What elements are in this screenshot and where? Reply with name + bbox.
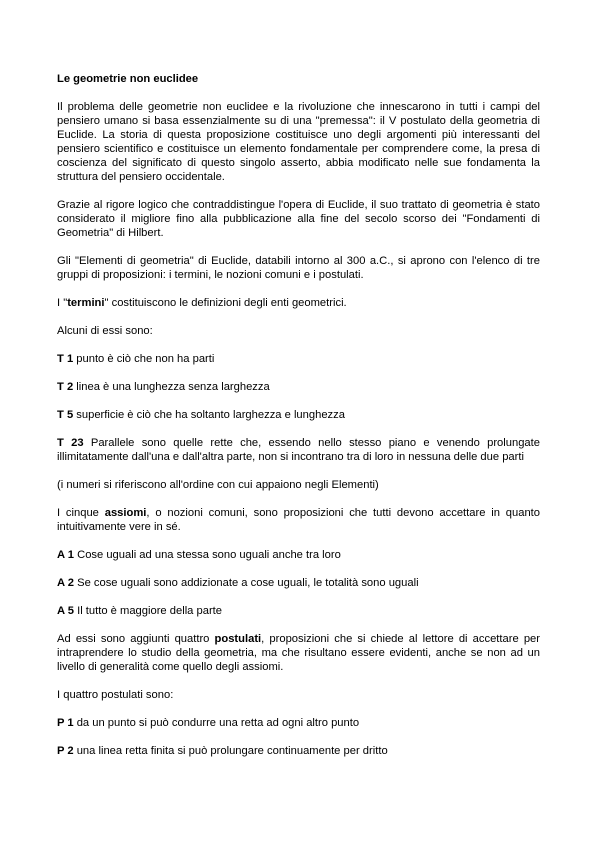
postulate-p1: P 1 da un punto si può condurre una retta ad ogni altro punto xyxy=(57,717,360,729)
document-title: Le geometrie non euclidee xyxy=(57,73,199,85)
postulati-bold: postulati xyxy=(214,633,262,645)
definition-t23: T 23 Parallele sono quelle rette che, essendo nello stesso piano e venendo prolungate illimitatamente dall'una e dall'altra parte, non si incontrano tra di loro in nessuna delle due parti xyxy=(57,437,540,463)
elements-paragraph: Gli "Elementi di geometria" di Euclide, databili intorno al 300 a.C., si aprono con l'elenco di tre gruppi di proposizioni: i termini, le nozioni comuni e i postulati. xyxy=(57,255,540,281)
axiom-a2: A 2 Se cose uguali sono addizionate a cose uguali, le totalità sono uguali xyxy=(57,577,419,589)
alcuni-paragraph: Alcuni di essi sono: xyxy=(57,325,153,337)
definition-t2: T 2 linea è una lunghezza senza larghezza xyxy=(57,381,270,393)
document-page xyxy=(57,72,540,772)
termini-paragraph: I "termini" costituiscono le definizioni degli enti geometrici. xyxy=(57,297,347,309)
postulate-p2: P 2 una linea retta finita si può prolungare continuamente per dritto xyxy=(57,745,388,757)
definition-t5: T 5 superficie è ciò che ha soltanto larghezza e lunghezza xyxy=(57,409,345,421)
numbering-note: (i numeri si riferiscono all'ordine con cui appaiono negli Elementi) xyxy=(57,479,379,491)
axiom-a1: A 1 Cose uguali ad una stessa sono uguali anche tra loro xyxy=(57,549,341,561)
quattro-postulati-paragraph: I quattro postulati sono: xyxy=(57,689,174,701)
termini-bold: termini xyxy=(67,297,105,309)
definition-t1: T 1 punto è ciò che non ha parti xyxy=(57,353,215,365)
euclid-paragraph: Grazie al rigore logico che contraddistingue l'opera di Euclide, il suo trattato di geometria è stato considerato il migliore fino alla pubblicazione alla fine del secolo scorso dei "Fondamenti di Geometria" di Hilbert. xyxy=(57,199,540,239)
assiomi-bold: assiomi xyxy=(104,507,147,519)
postulate-label: P 1 xyxy=(57,717,74,729)
definition-label: T 5 xyxy=(57,409,74,421)
assiomi-paragraph: I cinque assiomi, o nozioni comuni, sono proposizioni che tutti devono accettare in quanto intuitivamente vere in sé. xyxy=(57,507,541,533)
postulati-paragraph: Ad essi sono aggiunti quattro postulati, proposizioni che si chiede al lettore di accettare per intraprendere lo studio della geometria, ma che risultano essere evidenti, anche se non ad un livello di generalità come quello degli assiomi. xyxy=(57,633,540,673)
definition-label: T 1 xyxy=(57,353,74,365)
intro-paragraph: Il problema delle geometrie non euclidee e la rivoluzione che innescarono in tutti i campi del pensiero umano si basa essenzialmente su di una "premessa": il V postulato della geometria di Euclide. La storia di questa proposizione costituisce uno degli argomenti più interessanti del pensiero scientifico e costituisce un elemento fondamentale per comprendere come, la presa di coscienza del significato di questo singolo asserto, abbia modificato nelle sue fondamenta la struttura del pensiero occidentale. xyxy=(57,101,540,183)
definition-label: T 23 xyxy=(57,437,84,449)
axiom-a5: A 5 Il tutto è maggiore della parte xyxy=(57,605,223,617)
postulate-label: P 2 xyxy=(57,745,74,757)
definition-label: T 2 xyxy=(57,381,74,393)
axiom-label: A 1 xyxy=(57,549,74,561)
axiom-label: A 2 xyxy=(57,577,74,589)
axiom-label: A 5 xyxy=(57,605,74,617)
